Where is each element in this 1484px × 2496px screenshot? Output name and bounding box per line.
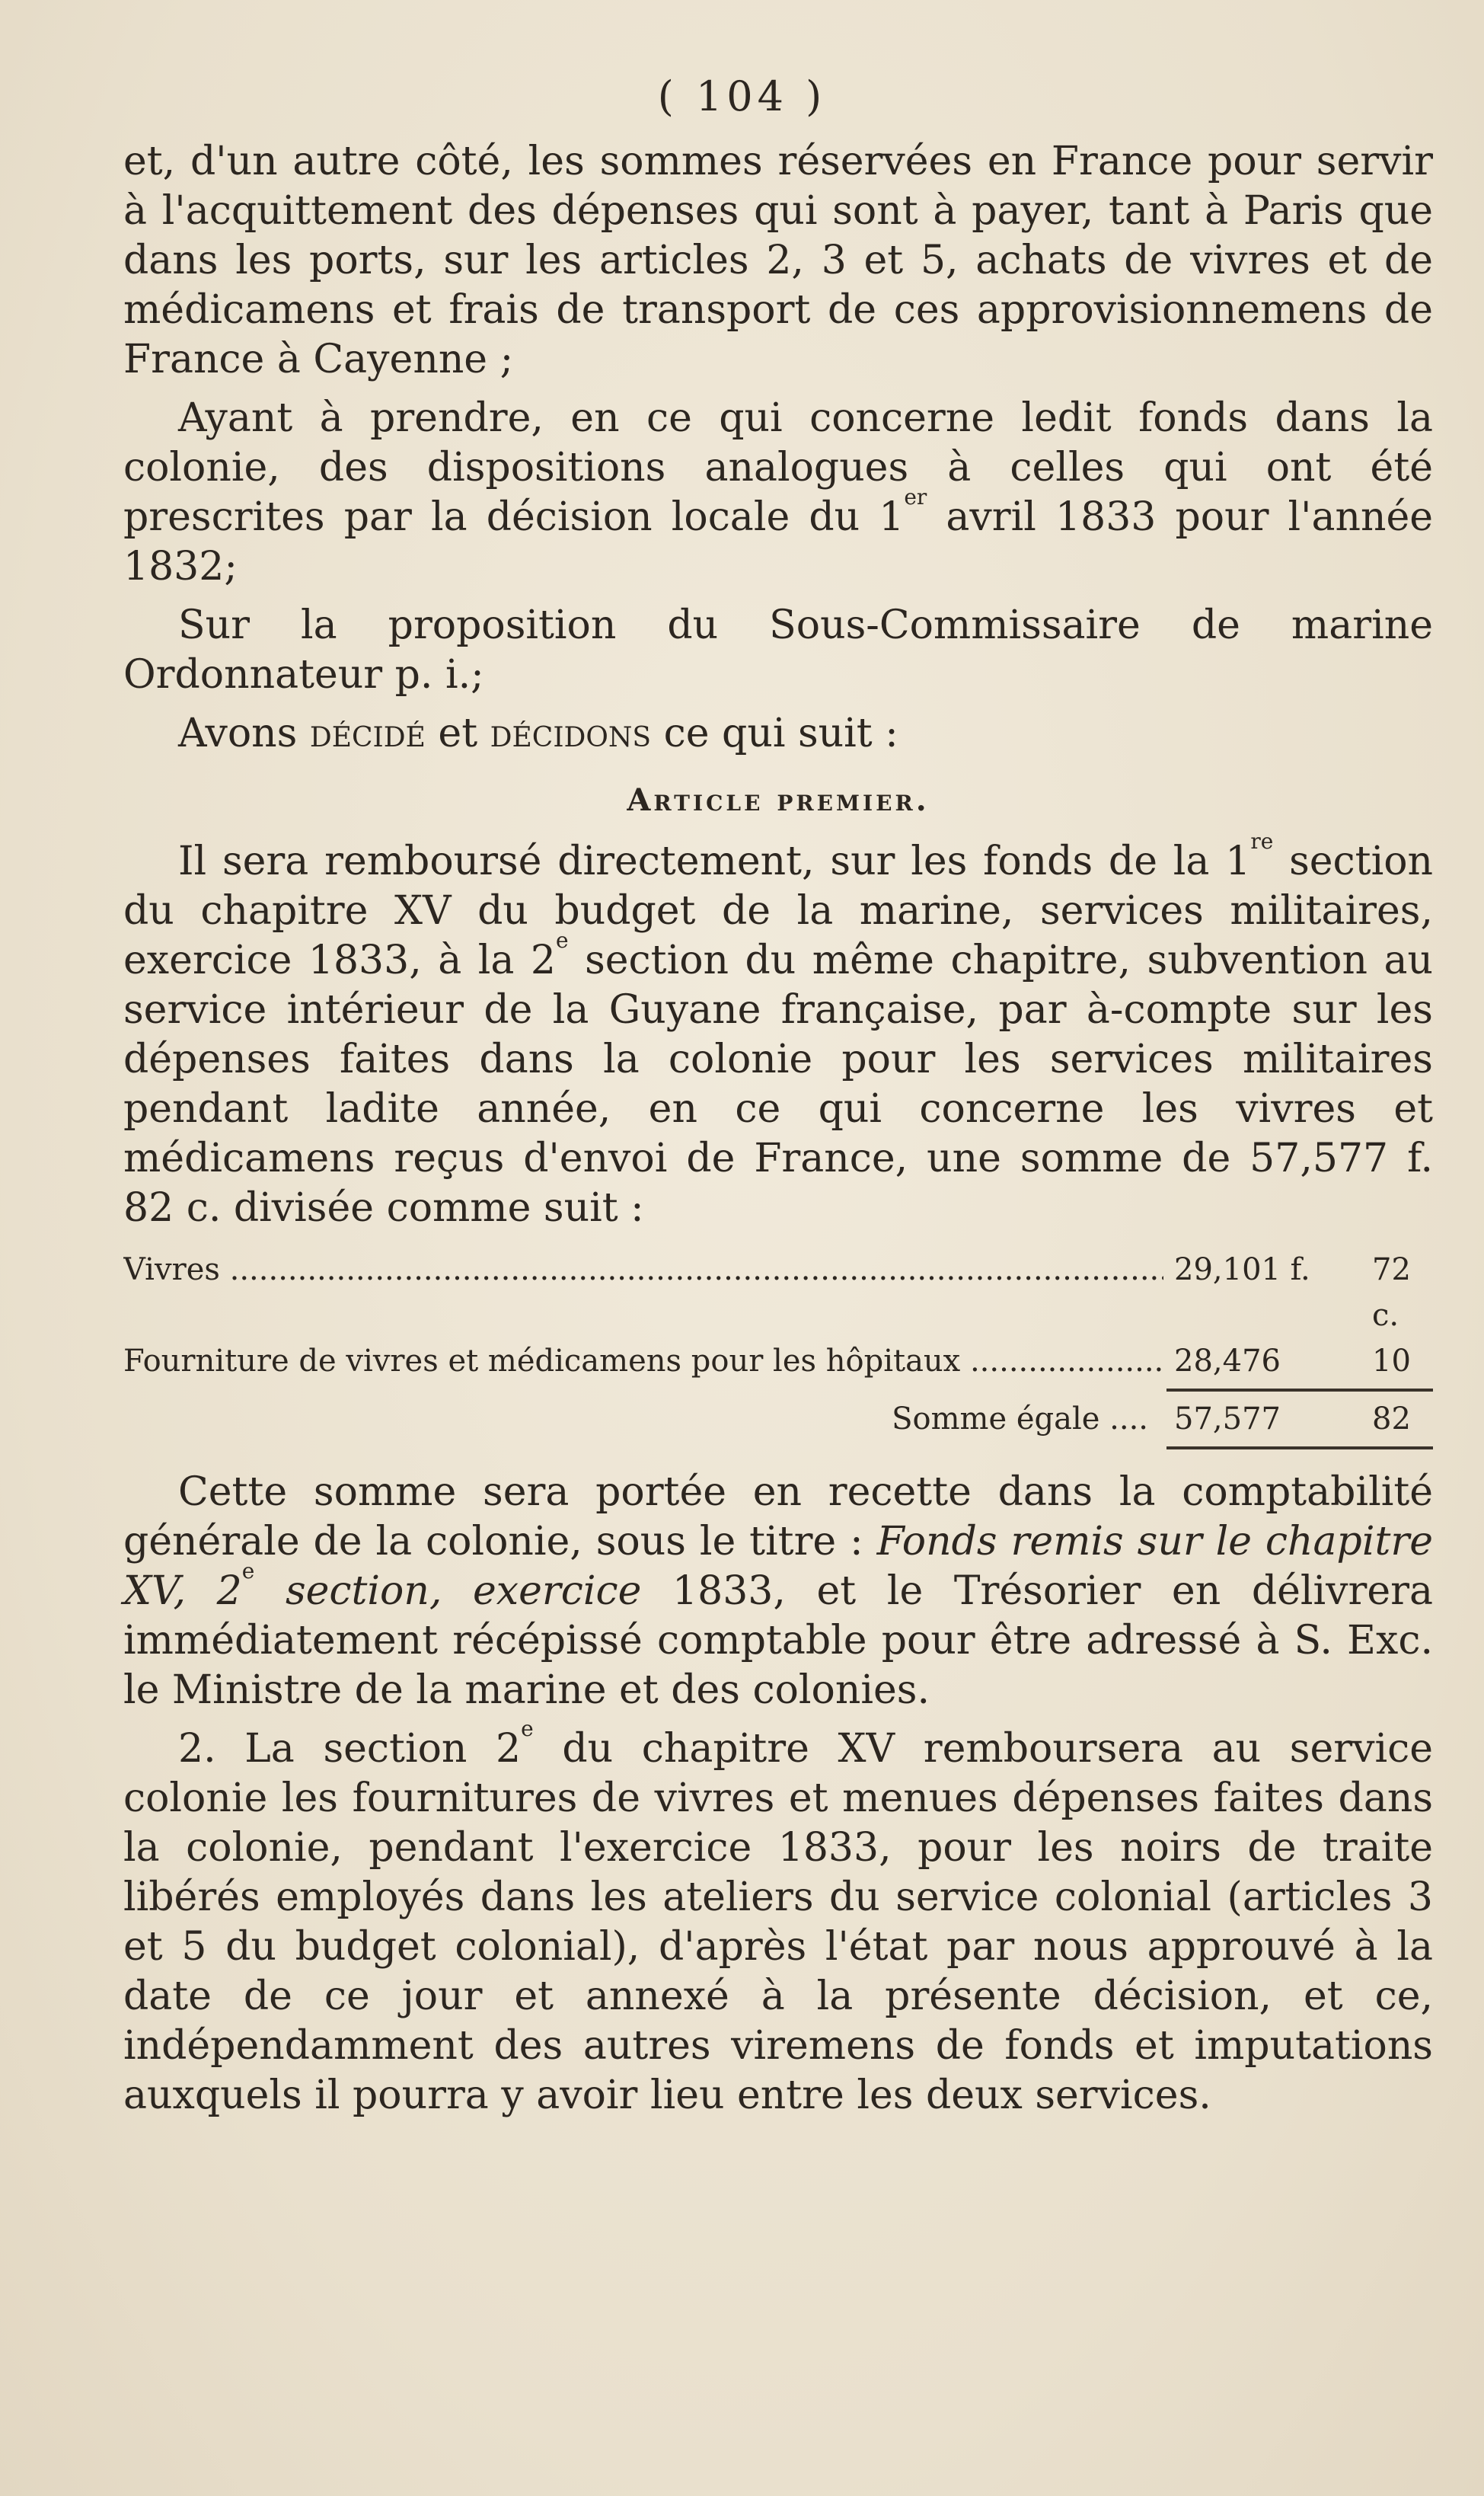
sum-rule [1166, 1389, 1433, 1392]
paragraph-6 [123, 1468, 1433, 1715]
sum-rule-bottom [1166, 1446, 1433, 1449]
italic-title: Fonds remis sur le chapitre XV, 2 [123, 1519, 1433, 1614]
superscript: e [241, 1558, 255, 1584]
paragraph-7 [123, 1716, 1433, 2120]
italic-title-2: section, exercice [254, 1568, 642, 1614]
total-cents: 82 [1372, 1401, 1411, 1437]
paragraph-5-text-b: section du chapitre XV du budget de la marine, services militaires, exercice 1833, à la 2 [123, 839, 1433, 983]
amount-table [123, 1247, 1433, 1449]
total-row [123, 1396, 1433, 1442]
paragraph-5-text-a: Il sera remboursé directement, sur les fonds de la 1 [178, 839, 1251, 884]
paragraph-3: Sur la proposition du Sous-Commissaire de marine Ordonnateur p. i.; [123, 602, 1433, 698]
table-row [123, 1247, 1433, 1338]
paragraph-5-text-c: section du même chapitre, subvention au service intérieur de la Guyane française, par à-compte sur les dépenses faites dans la colonie pour les services militaires pendant ladite année, en ce qui concerne les vivres et médicamens reçus d'envoi de France, une somme de 57,577 f. 82 c. divisée comme suit : [123, 938, 1433, 1231]
row-label: Vivres ..... [123, 1247, 1163, 1293]
superscript: e [556, 928, 569, 953]
document-body [123, 137, 1433, 2130]
row-cents: 72 c. [1372, 1252, 1411, 1333]
paragraph-1: et, d'un autre côté, les sommes réservées en France pour servir à l'acquittement des dépenses qui sont à payer, tant à Paris que dans les ports, sur les articles 2, 3 et 5, achats de vivres et de médicamens et frais de transport de ces approvisionnemens de France à Cayenne ; [123, 139, 1433, 382]
row-amount: 29,101 f. [1174, 1252, 1310, 1287]
total-amount: 57,577 [1174, 1401, 1281, 1437]
paragraph-2 [123, 394, 1433, 592]
row-cents: 10 [1372, 1344, 1411, 1379]
superscript: re [1250, 829, 1274, 854]
superscript: er [904, 484, 927, 510]
paragraph-4-text-c: et [425, 711, 490, 756]
page-number: ( 104 ) [657, 72, 827, 120]
decide-smallcaps: décidé [309, 711, 426, 756]
paragraph-4-text-a: Avons [178, 711, 310, 756]
table-row [123, 1338, 1433, 1384]
superscript: e [521, 1716, 534, 1741]
paragraph-6-text-b: 1833, et le Trésorier en délivrera immédiatement récépissé comptable pour être adressé à S. Exc. le Ministre de la marine et des colonies. [123, 1568, 1434, 1713]
paragraph-2-text-a: Ayant à prendre, en ce qui concerne ledit fonds dans la colonie, des dispositions analogues à celles qui ont été prescrites par la décision locale du 1 [123, 395, 1433, 540]
paragraph-7-text-a: 2. La section 2 [178, 1726, 522, 1772]
total-label: Somme égale .... [892, 1396, 1163, 1442]
paragraph-2-text-b: avril 1833 pour l'année 1832; [123, 494, 1434, 590]
row-label: Fourniture de vivres et médicamens pour les hôpitaux ..... [123, 1338, 1163, 1384]
row-amount: 28,476 [1174, 1344, 1281, 1379]
paragraph-4 [123, 709, 1433, 759]
article-heading: Article premier. [627, 782, 930, 818]
paragraph-4-text-e: ce qui suit : [651, 711, 898, 756]
paragraph-7-text-b: du chapitre XV remboursera au service colonie les fournitures de vivres et menues dépenses faites dans la colonie, pendant l'exercice 1833, pour les noirs de traite libérés employés dans les ateliers du service colonial (articles 3 et 5 du budget colonial), d'après l'état par nous approuvé à la date de ce jour et annexé à la présente décision, et ce, indépendamment des autres viremens de fonds et imputations auxquels il pourra y avoir lieu entre les deux services. [123, 1726, 1433, 2118]
paragraph-6-text-a: Cette somme sera portée en recette dans la comptabilité générale de la colonie, sous le titre : [123, 1469, 1433, 1564]
paragraph-5 [123, 829, 1433, 1233]
decidons-smallcaps: décidons [490, 711, 652, 756]
